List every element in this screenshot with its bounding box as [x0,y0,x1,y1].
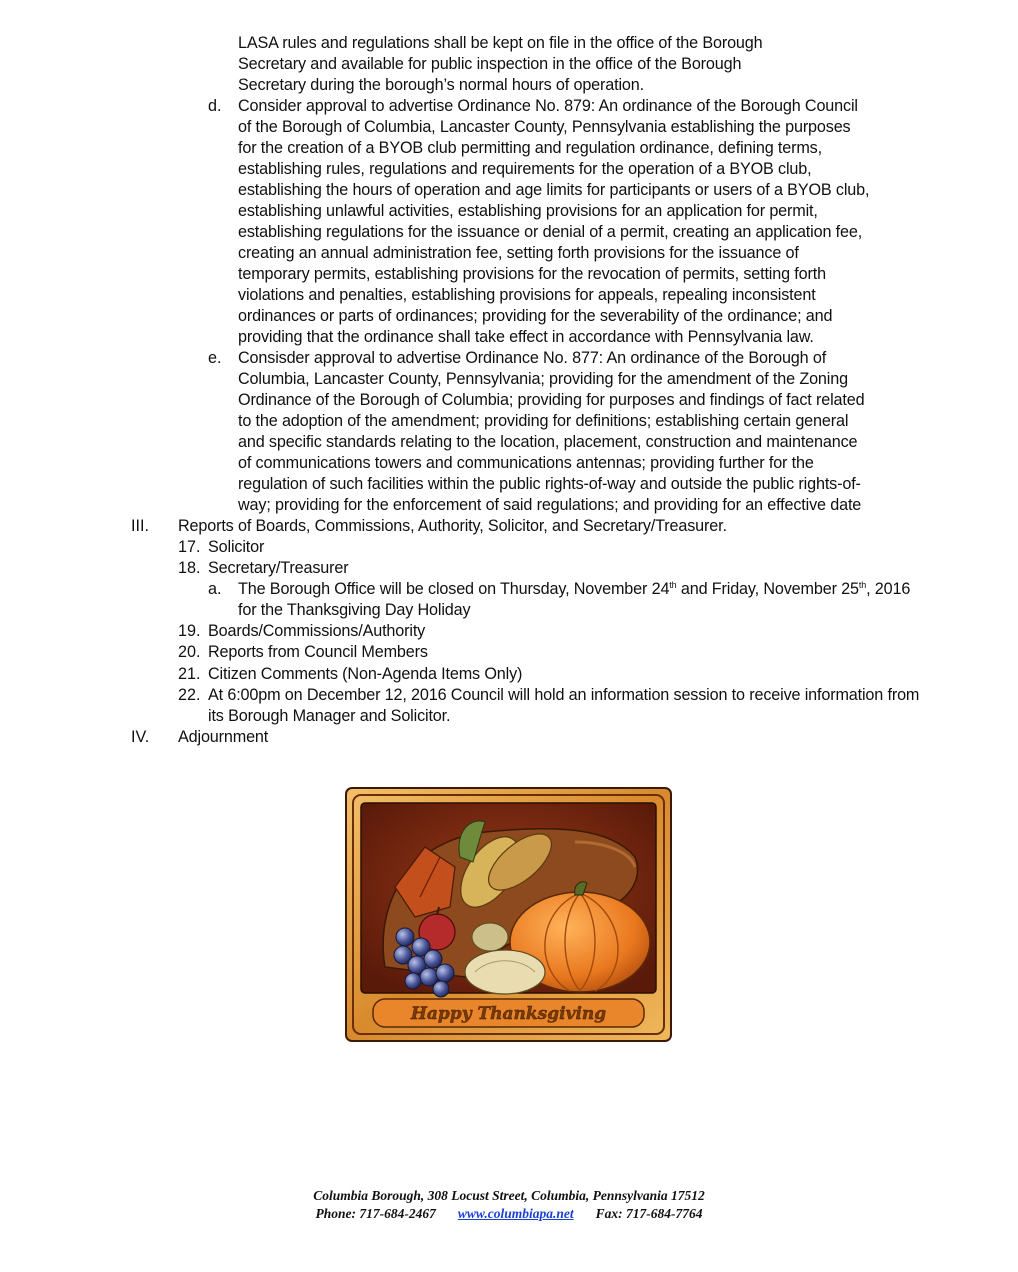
item-d-text: for the creation of a BYOB club permitting and regulation ordinance, defining terms, [238,139,822,157]
item-d-text: creating an annual administration fee, setting forth provisions for the issuance of [238,244,799,262]
thanksgiving-cornucopia-image [345,787,672,1042]
item-e-text: Ordinance of the Borough of Columbia; providing for purposes and findings of fact related [238,391,865,409]
item-d-text: ordinances or parts of ordinances; providing for the severability of the ordinance; and [238,307,833,325]
item-e-text: Columbia, Lancaster County, Pennsylvania; providing for the amendment of the Zoning [238,370,848,388]
item-d-text: violations and penalties, establishing provisions for appeals, repealing inconsistent [238,286,816,304]
item-e-text: way; providing for the enforcement of said regulations; and providing for an effective date [238,496,862,514]
item-e-text: Consisder approval to advertise Ordinance No. 877: An ordinance of the Borough of [238,349,827,367]
item-18-text: Secretary/Treasurer [208,559,349,577]
item-18a-text: The Borough Office will be closed on Thursday, November 24th and Friday, November 25th, 2016 [238,580,911,598]
footer-contact [0,1206,1018,1222]
happy-thanksgiving-caption: Happy Thanksgiving [410,1004,607,1024]
item-d-label: d. [208,97,222,115]
item-d-text: Consider approval to advertise Ordinance No. 879: An ordinance of the Borough Council [238,97,858,115]
footer-address: Columbia Borough, 308 Locust Street, Columbia, Pennsylvania 17512 [313,1188,705,1203]
item-e-text: of communications towers and communications antennas; providing further for the [238,454,814,472]
continued-text-line: Secretary during the borough’s normal hours of operation. [238,76,644,94]
continued-text-line: Secretary and available for public inspection in the office of the Borough [238,55,742,73]
item-19-text: Boards/Commissions/Authority [208,622,426,640]
item-21-label: 21. [178,665,201,683]
item-17-label: 17. [178,538,201,556]
continued-text-line: LASA rules and regulations shall be kept on file in the office of the Borough [238,34,763,52]
footer-website-link[interactable]: www.columbiapa.net [457,1206,574,1221]
item-20-text: Reports from Council Members [208,643,428,661]
item-d-text: establishing unlawful activities, establishing provisions for an application for permit, [238,202,818,220]
item-18a-text: for the Thanksgiving Day Holiday [238,601,471,619]
item-e-label: e. [208,349,222,367]
item-19-label: 19. [178,622,201,640]
item-18a-label: a. [208,580,222,598]
section-iv-label: IV. [131,728,150,746]
section-iii-heading: Reports of Boards, Commissions, Authority, Solicitor, and Secretary/Treasurer. [178,517,727,535]
item-d-text: establishing rules, regulations and requirements for the operation of a BYOB club, [238,160,812,178]
item-18-label: 18. [178,559,201,577]
footer-phone: Phone: 717-684-2467 [315,1206,436,1221]
item-d-text: providing that the ordinance shall take effect in accordance with Pennsylvania law. [238,328,814,346]
item-21-text: Citizen Comments (Non-Agenda Items Only) [208,665,523,683]
item-d-text: of the Borough of Columbia, Lancaster County, Pennsylvania establishing the purposes [238,118,851,136]
footer-fax: Fax: 717-684-7764 [595,1206,703,1221]
item-22-label: 22. [178,686,201,704]
item-e-text: regulation of such facilities within the public rights-of-way and outside the public rights-of- [238,475,861,493]
item-d-text: establishing the hours of operation and age limits for participants or users of a BYOB club, [238,181,870,199]
item-d-text: establishing regulations for the issuance or denial of a permit, creating an application fee, [238,223,863,241]
item-22-text: At 6:00pm on December 12, 2016 Council will hold an information session to receive information from [208,686,920,704]
section-iv-heading: Adjournment [178,728,269,746]
item-17-text: Solicitor [208,538,265,556]
item-e-text: and specific standards relating to the location, placement, construction and maintenance [238,433,858,451]
item-22-text: its Borough Manager and Solicitor. [208,707,451,725]
item-e-text: to the adoption of the amendment; providing for definitions; establishing certain general [238,412,849,430]
item-d-text: temporary permits, establishing provisions for the revocation of permits, setting forth [238,265,826,283]
item-20-label: 20. [178,643,201,661]
section-iii-label: III. [131,517,149,535]
